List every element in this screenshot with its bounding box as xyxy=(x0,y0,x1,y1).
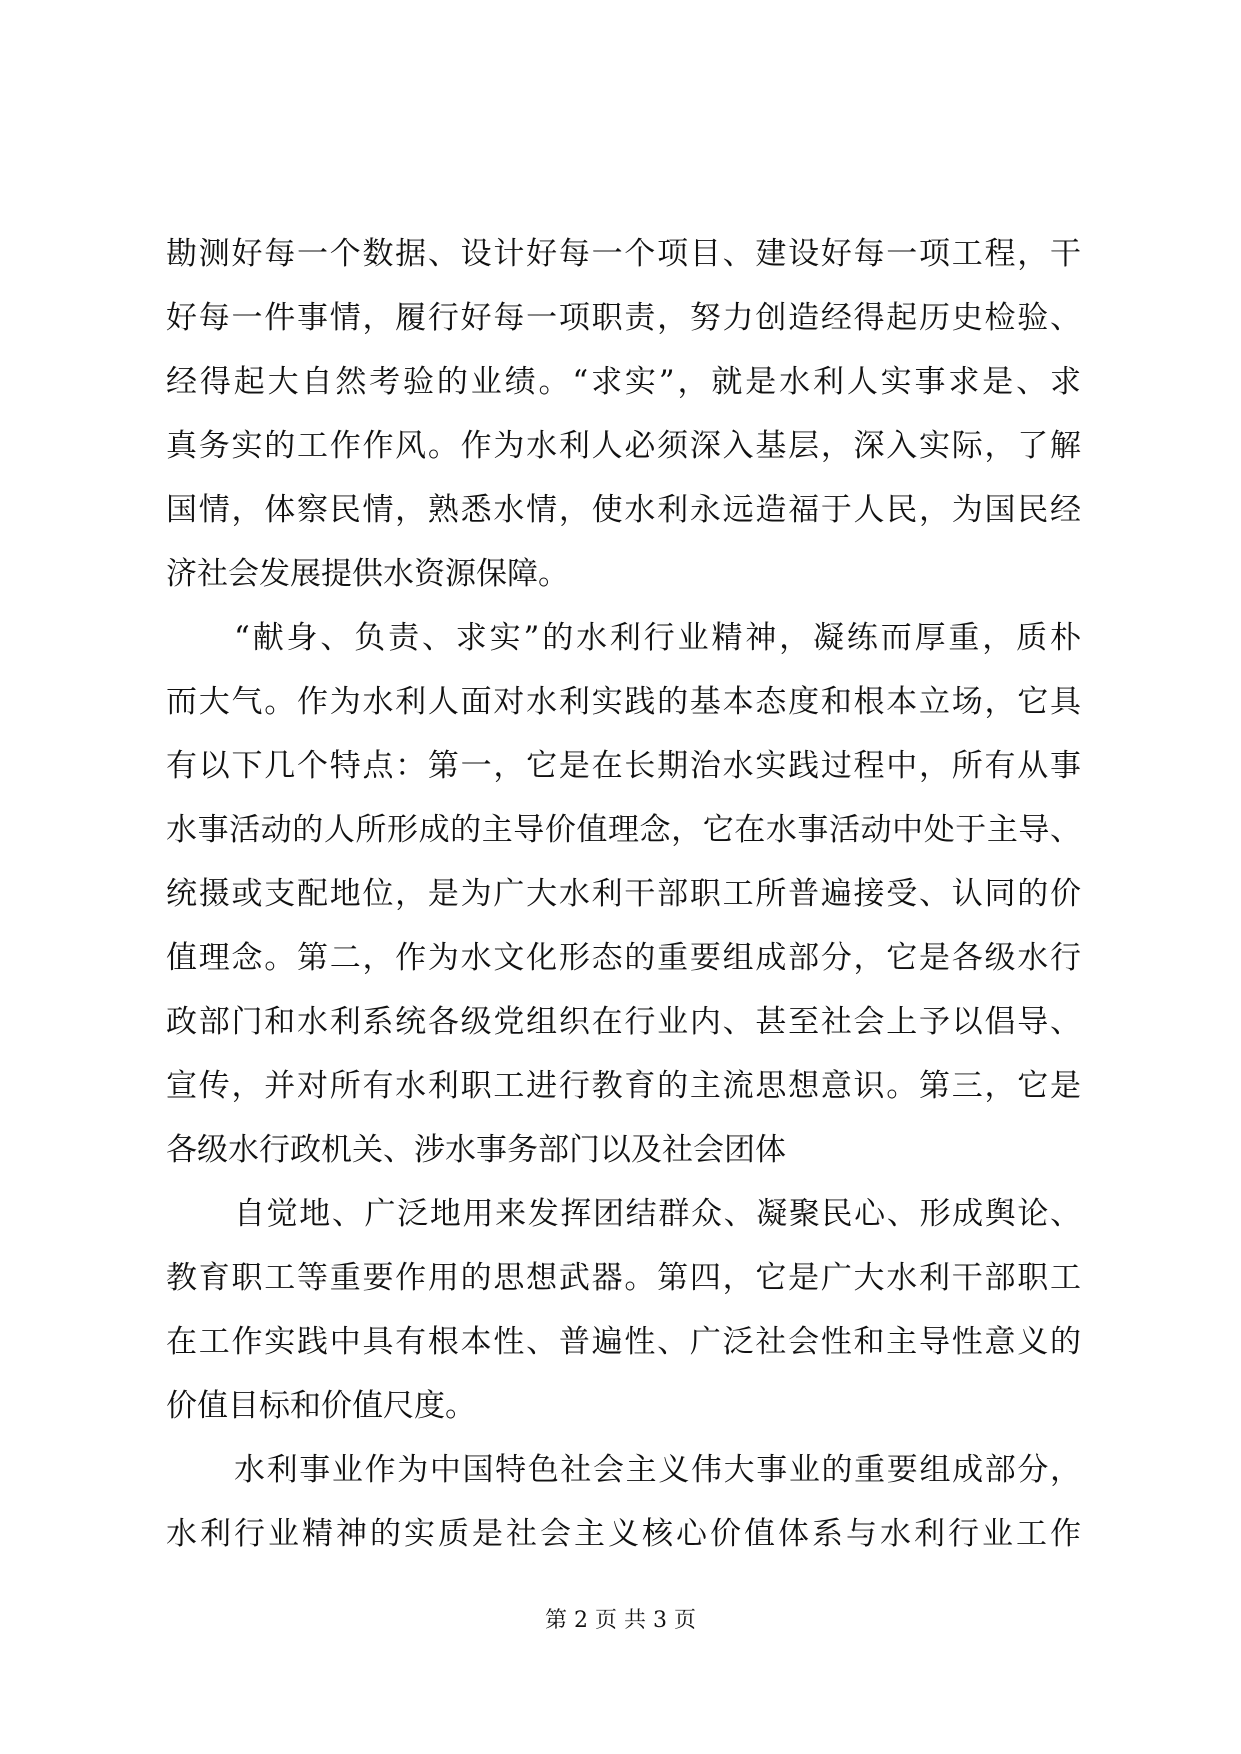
text-line: 价值目标和价值尺度。 xyxy=(166,1388,476,1424)
text-line: 济社会发展提供水资源保障。 xyxy=(166,556,569,592)
text-line: 各级水行政机关、涉水事务部门以及社会团体 xyxy=(166,1132,786,1168)
text-line: 水利事业作为中国特色社会主义伟大事业的重要组成部分， xyxy=(234,1452,1081,1488)
text-line: 统摄或支配地位，是为广大水利干部职工所普遍接受、认同的价 xyxy=(166,876,1081,912)
text-line: 有以下几个特点：第一，它是在长期治水实践过程中，所有从事 xyxy=(166,748,1081,784)
text-line: 好每一件事情，履行好每一项职责，努力创造经得起历史检验、 xyxy=(166,300,1081,336)
text-line: “献身、负责、求实”的水利行业精神，凝练而厚重，质朴 xyxy=(234,620,1081,656)
page-number-footer: 第 2 页 共 3 页 xyxy=(545,1608,696,1633)
text-line: 经得起大自然考验的业绩。“求实”，就是水利人实事求是、求 xyxy=(166,364,1081,400)
text-line: 勘测好每一个数据、设计好每一个项目、建设好每一项工程，干 xyxy=(166,236,1081,272)
text-line: 政部门和水利系统各级党组织在行业内、甚至社会上予以倡导、 xyxy=(166,1004,1081,1040)
text-line: 在工作实践中具有根本性、普遍性、广泛社会性和主导性意义的 xyxy=(166,1324,1081,1360)
text-line: 值理念。第二，作为水文化形态的重要组成部分，它是各级水行 xyxy=(166,940,1081,976)
text-line: 真务实的工作作风。作为水利人必须深入基层，深入实际，了解 xyxy=(166,428,1081,464)
body-text xyxy=(166,222,1081,1566)
text-line: 水事活动的人所形成的主导价值理念，它在水事活动中处于主导、 xyxy=(166,812,1081,848)
text-line: 教育职工等重要作用的思想武器。第四，它是广大水利干部职工 xyxy=(166,1260,1081,1296)
text-line: 而大气。作为水利人面对水利实践的基本态度和根本立场，它具 xyxy=(166,684,1081,720)
text-line: 自觉地、广泛地用来发挥团结群众、凝聚民心、形成舆论、 xyxy=(234,1196,1081,1232)
text-line: 国情，体察民情，熟悉水情，使水利永远造福于人民，为国民经 xyxy=(166,492,1081,528)
text-line: 宣传，并对所有水利职工进行教育的主流思想意识。第三，它是 xyxy=(166,1068,1081,1104)
text-line: 水利行业精神的实质是社会主义核心价值体系与水利行业工作 xyxy=(166,1516,1081,1552)
